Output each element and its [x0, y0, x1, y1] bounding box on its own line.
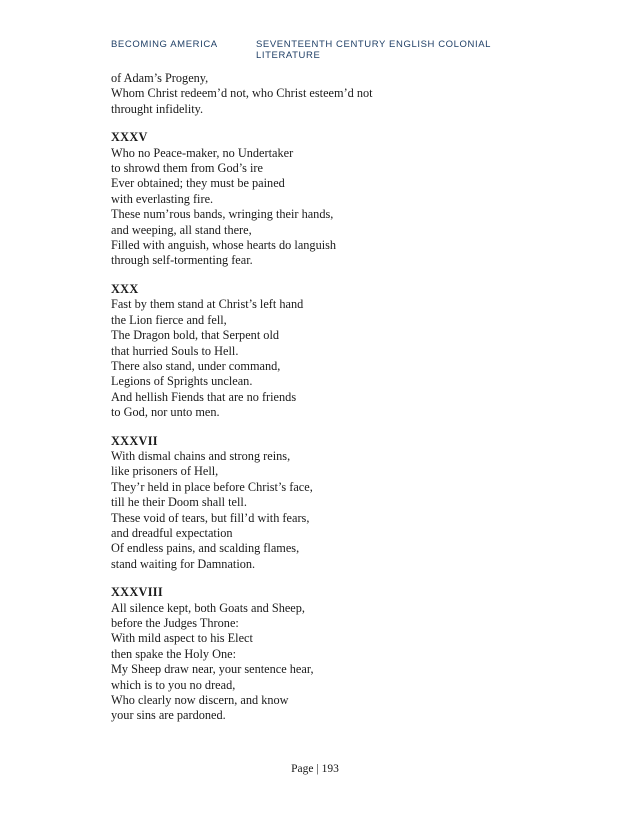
poem-line: that hurried Souls to Hell.	[111, 343, 239, 358]
stanza-xxxviii	[111, 585, 511, 724]
poem-line: Fast by them stand at Christ’s left hand	[111, 297, 304, 312]
poem-line: Ever obtained; they must be pained	[111, 176, 285, 191]
poem-line: to shrowd them from God’s ire	[111, 161, 263, 176]
poem-line: These void of tears, but fill’d with fears,	[111, 510, 310, 525]
poem-line: Of endless pains, and scalding flames,	[111, 541, 300, 556]
poem-line: Filled with anguish, whose hearts do languish	[111, 238, 337, 253]
poem-body	[111, 71, 511, 724]
stanza-heading: XXXVIII	[111, 585, 163, 600]
poem-line: to God, nor unto men.	[111, 405, 220, 420]
poem-line: Whom Christ redeem’d not, who Christ esteem’d not	[111, 86, 373, 101]
poem-line: till he their Doom shall tell.	[111, 495, 247, 510]
poem-line: Who clearly now discern, and know	[111, 693, 289, 708]
poem-line: like prisoners of Hell,	[111, 464, 219, 479]
poem-line: the Lion fierce and fell,	[111, 312, 227, 327]
poem-line: With dismal chains and strong reins,	[111, 448, 291, 463]
poem-line: Legions of Sprights unclean.	[111, 374, 253, 389]
stanza-heading: XXXV	[111, 130, 148, 145]
poem-line: and weeping, all stand there,	[111, 222, 252, 237]
poem-line: with everlasting fire.	[111, 191, 214, 206]
poem-line: stand waiting for Damnation.	[111, 556, 256, 571]
stanza-xxxv	[111, 130, 511, 269]
poem-line: The Dragon bold, that Serpent old	[111, 328, 280, 343]
stanza-heading: XXXVII	[111, 433, 158, 448]
continued-stanza	[111, 71, 511, 117]
poem-line: throught infidelity.	[111, 101, 204, 116]
poem-line: And hellish Fiends that are no friends	[111, 389, 297, 404]
poem-line: through self-tormenting fear.	[111, 253, 253, 268]
poem-line: then spake the Holy One:	[111, 646, 236, 661]
poem-line: before the Judges Throne:	[111, 616, 239, 630]
poem-line: and dreadful expectation	[111, 525, 233, 540]
stanza-heading: XXX	[111, 281, 139, 296]
poem-line: your sins are pardoned.	[111, 708, 226, 723]
header-book-title: BECOMING AMERICA	[111, 39, 218, 50]
poem-line: With mild aspect to his Elect	[111, 631, 253, 646]
poem-line: My Sheep draw near, your sentence hear,	[111, 662, 314, 677]
poem-line: of Adam’s Progeny,	[111, 71, 209, 85]
poem-line: All silence kept, both Goats and Sheep,	[111, 600, 305, 615]
poem-line: They’r held in place before Christ’s face,	[111, 479, 313, 494]
poem-line: There also stand, under command,	[111, 358, 281, 373]
poem-line: which is to you no dread,	[111, 677, 236, 692]
page-number: Page | 193	[291, 763, 339, 775]
header-section-title: SEVENTEENTH CENTURY ENGLISH COLONIAL LITERATURE	[256, 39, 491, 61]
running-header	[111, 39, 521, 61]
poem-line: Who no Peace-maker, no Undertaker	[111, 145, 294, 160]
stanza-xxx	[111, 282, 511, 421]
poem-line: These num’rous bands, wringing their hands,	[111, 207, 334, 222]
stanza-xxxvii	[111, 434, 511, 573]
